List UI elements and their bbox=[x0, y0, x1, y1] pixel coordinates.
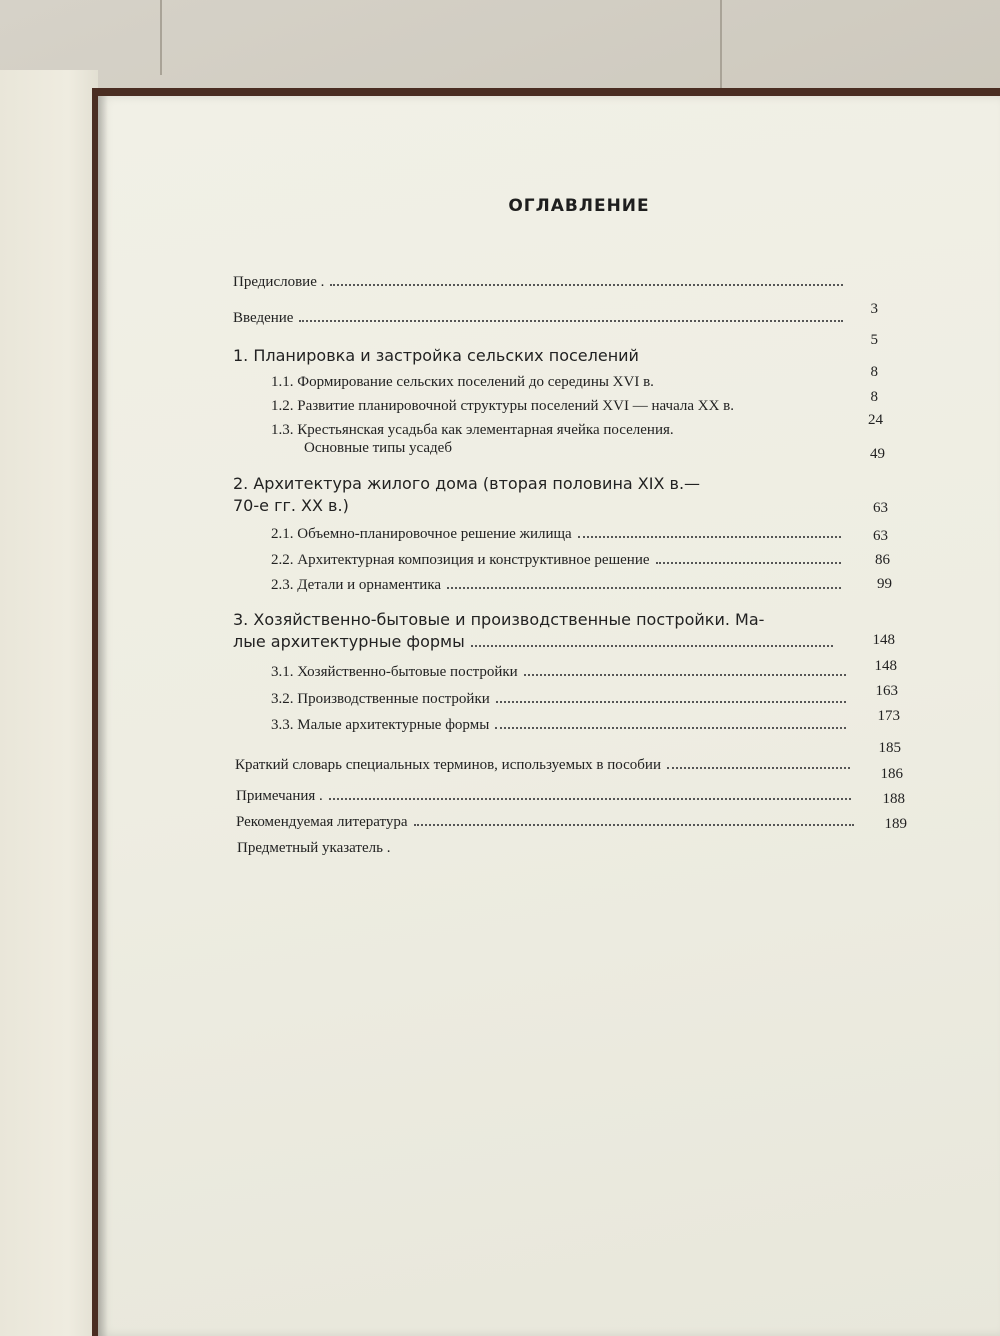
toc-chapter-label: 2. Архитектура жилого дома (вторая половина XIX в.— bbox=[233, 474, 701, 493]
toc-chapter bbox=[233, 610, 873, 629]
dot-leader bbox=[495, 727, 846, 729]
toc-page-number: 148 bbox=[874, 658, 897, 674]
book-page bbox=[98, 96, 1000, 1336]
toc-page-number: 3 bbox=[870, 301, 878, 317]
dot-leader bbox=[471, 645, 833, 647]
toc-page-number: 148 bbox=[872, 632, 895, 648]
toc-entry-label: 2.3. Детали и орнаментика bbox=[271, 577, 442, 593]
toc-chapter-continuation bbox=[233, 496, 633, 515]
toc-entry bbox=[271, 664, 856, 681]
toc-entry-label: 2.1. Объемно-планировочное решение жилища bbox=[271, 526, 572, 542]
dot-leader bbox=[496, 701, 846, 703]
toc-chapter-label: 70-е гг. XX в.) bbox=[233, 496, 349, 515]
toc-entry-label: Введение bbox=[233, 310, 294, 326]
dot-leader bbox=[447, 587, 841, 589]
toc-entry bbox=[271, 691, 856, 708]
previous-page-edge bbox=[0, 70, 98, 1336]
toc-entry-label: Краткий словарь специальных терминов, используемых в пособии bbox=[235, 757, 661, 773]
spine-shadow bbox=[98, 96, 108, 1336]
toc-chapter bbox=[233, 346, 853, 365]
toc-entry bbox=[233, 310, 853, 327]
toc-chapter-label: 1. Планировка и застройка сельских поселений bbox=[233, 346, 639, 365]
toc-entry bbox=[271, 577, 851, 594]
toc-page-number: 186 bbox=[880, 766, 903, 782]
toc-entry-label: Рекомендуемая литература bbox=[236, 814, 408, 830]
toc-entry bbox=[271, 374, 861, 391]
toc-chapter bbox=[233, 474, 873, 493]
toc-entry bbox=[233, 274, 853, 291]
dot-leader bbox=[414, 824, 854, 826]
toc-chapter-label: 3. Хозяйственно-бытовые и производственные постройки. Ма- bbox=[233, 610, 765, 629]
dot-leader bbox=[667, 767, 850, 769]
plank-seam bbox=[160, 0, 162, 75]
toc-entry-label: Примечания . bbox=[236, 788, 323, 804]
toc-page-number: 8 bbox=[870, 364, 878, 380]
toc-entry-label: Предисловие . bbox=[233, 274, 325, 290]
toc-page-number: 189 bbox=[884, 816, 907, 832]
toc-entry bbox=[271, 422, 861, 439]
toc-entry-label: 1.3. Крестьянская усадьба как элементарная ячейка поселения. bbox=[271, 422, 674, 438]
dot-leader bbox=[578, 536, 841, 538]
toc-entry-label: 3.1. Хозяйственно-бытовые постройки bbox=[271, 664, 518, 680]
toc-entry-label: Основные типы усадеб bbox=[304, 440, 452, 456]
dot-leader bbox=[330, 284, 843, 286]
toc-entry bbox=[236, 788, 861, 805]
toc-page-number: 188 bbox=[882, 791, 905, 807]
toc-entry-label: 1.2. Развитие планировочной структуры поселений XVI — начала XX в. bbox=[271, 398, 735, 414]
toc-page-number: 86 bbox=[875, 552, 890, 568]
toc-entry-continuation bbox=[304, 440, 864, 457]
toc-entry bbox=[271, 552, 851, 569]
plank-seam bbox=[720, 0, 722, 95]
toc-entry-label: 2.2. Архитектурная композиция и конструктивное решение bbox=[271, 552, 650, 568]
dot-leader bbox=[656, 562, 841, 564]
toc-page-number: 63 bbox=[873, 500, 888, 516]
dot-leader bbox=[329, 798, 851, 800]
dot-leader bbox=[524, 674, 846, 676]
toc-page-number: 185 bbox=[878, 740, 901, 756]
toc-page-number: 8 bbox=[870, 389, 878, 405]
toc-page-number: 99 bbox=[877, 576, 892, 592]
toc-entry bbox=[271, 398, 861, 415]
toc-entry bbox=[271, 717, 856, 734]
toc-entry bbox=[271, 526, 851, 543]
toc-page-number: 163 bbox=[875, 683, 898, 699]
toc-page-number: 173 bbox=[877, 708, 900, 724]
toc-page-number: 49 bbox=[870, 446, 885, 462]
toc-entry-label: 1.1. Формирование сельских поселений до середины XVI в. bbox=[271, 374, 654, 390]
toc-page-number: 24 bbox=[868, 412, 883, 428]
toc-entry-label: 3.2. Производственные постройки bbox=[271, 691, 490, 707]
toc-page-number: 5 bbox=[870, 332, 878, 348]
toc-page-number: 63 bbox=[873, 528, 888, 544]
toc-chapter-label: лые архитектурные формы bbox=[233, 632, 465, 651]
toc-title: ОГЛАВЛЕНИЕ bbox=[508, 196, 650, 216]
toc-entry bbox=[237, 840, 867, 857]
toc-entry bbox=[235, 757, 860, 774]
toc-entry-label: 3.3. Малые архитектурные формы bbox=[271, 717, 490, 733]
toc-chapter-continuation bbox=[233, 632, 843, 651]
toc-entry-label: Предметный указатель . bbox=[237, 840, 391, 856]
dot-leader bbox=[299, 320, 843, 322]
toc-entry bbox=[236, 814, 864, 831]
